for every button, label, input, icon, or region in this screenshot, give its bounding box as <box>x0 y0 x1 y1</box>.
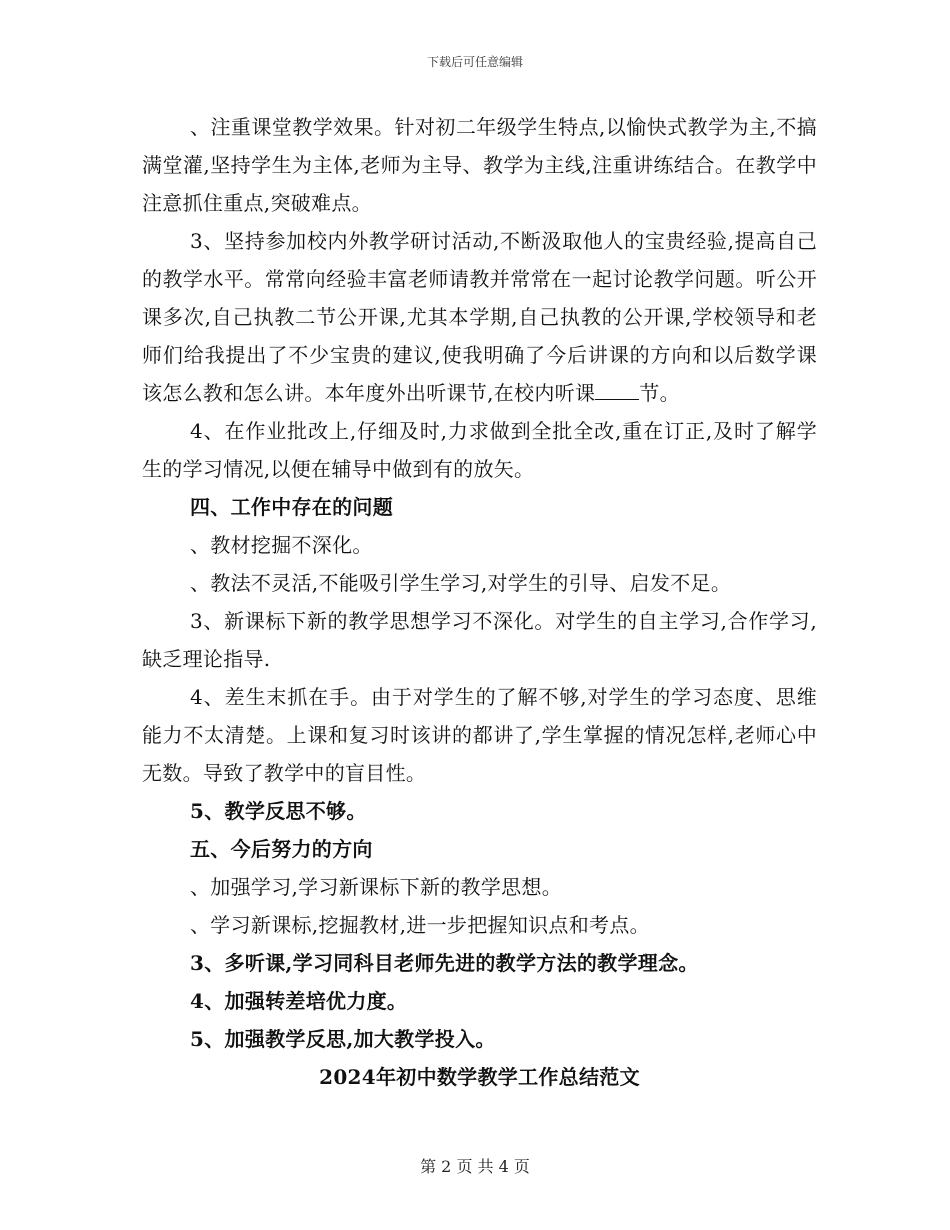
page-header-note: 下载后可任意编辑 <box>426 55 523 69</box>
list-item-method: 、教法不灵活,不能吸引学生学习,对学生的引导、启发不足。 <box>190 571 732 595</box>
paragraph-classroom-effect: 、注重课堂教学效果。针对初二年级学生特点,以愉快式教学为主,不搞满堂灌,坚持学生为主体,老师为主导、教学为主线,注重讲练结合。在教学中注意抓住重点,突破难点。 <box>142 115 817 215</box>
document-body <box>142 108 817 1096</box>
paragraph-teaching-research-text: 3、坚持参加校内外教学研讨活动,不断汲取他人的宝贵经验,提高自己的教学水平。常常向经验丰富老师请教并常常在一起讨论教学问题。听公开课多次,自己执教二节公开课,尤其本学期,自己执教的公开课,学校领导和老师们给我提出了不少宝贵的建议,使我明确了今后讲课的方向和以后数学课该怎么教和怎么讲。本年度外出听课节,在校内听课 <box>142 229 817 405</box>
list-item-tutoring: 4、加强转差培优力度。 <box>190 989 408 1013</box>
list-item-observe-lessons: 3、多听课,学习同科目老师先进的教学方法的教学理念。 <box>190 951 699 975</box>
list-item-reflection-investment: 5、加强教学反思,加大教学投入。 <box>190 1027 496 1051</box>
section-heading-problems: 四、工作中存在的问题 <box>190 495 393 519</box>
fill-in-blank <box>595 381 639 400</box>
list-item-reflection: 5、教学反思不够。 <box>190 799 367 823</box>
list-item-textbook: 、教材挖掘不深化。 <box>190 533 373 557</box>
list-item-new-curriculum: 3、新课标下新的教学思想学习不深化。对学生的自主学习,合作学习,缺乏理论指导. <box>142 609 817 671</box>
paragraph-teaching-research-end: 节。 <box>639 381 680 405</box>
list-item-weak-students: 4、差生末抓在手。由于对学生的了解不够,对学生的学习态度、思维能力不太清楚。上课和复习时该讲的都讲了,学生掌握的情况怎样,老师心中无数。导致了教学中的盲目性。 <box>142 685 817 785</box>
document-title: 2024年初中数学教学工作总结范文 <box>319 1065 640 1089</box>
paragraph-homework: 4、在作业批改上,仔细及时,力求做到全批全改,重在订正,及时了解学生的学习情况,以便在辅导中做到有的放矢。 <box>142 419 817 481</box>
section-heading-direction: 五、今后努力的方向 <box>190 837 373 861</box>
list-item-study: 、加强学习,学习新课标下新的教学思想。 <box>190 875 563 899</box>
page-number: 第 2 页 共 4 页 <box>420 1157 530 1176</box>
list-item-curriculum: 、学习新课标,挖掘教材,进一步把握知识点和考点。 <box>190 913 650 937</box>
paragraph-teaching-research <box>142 222 817 412</box>
